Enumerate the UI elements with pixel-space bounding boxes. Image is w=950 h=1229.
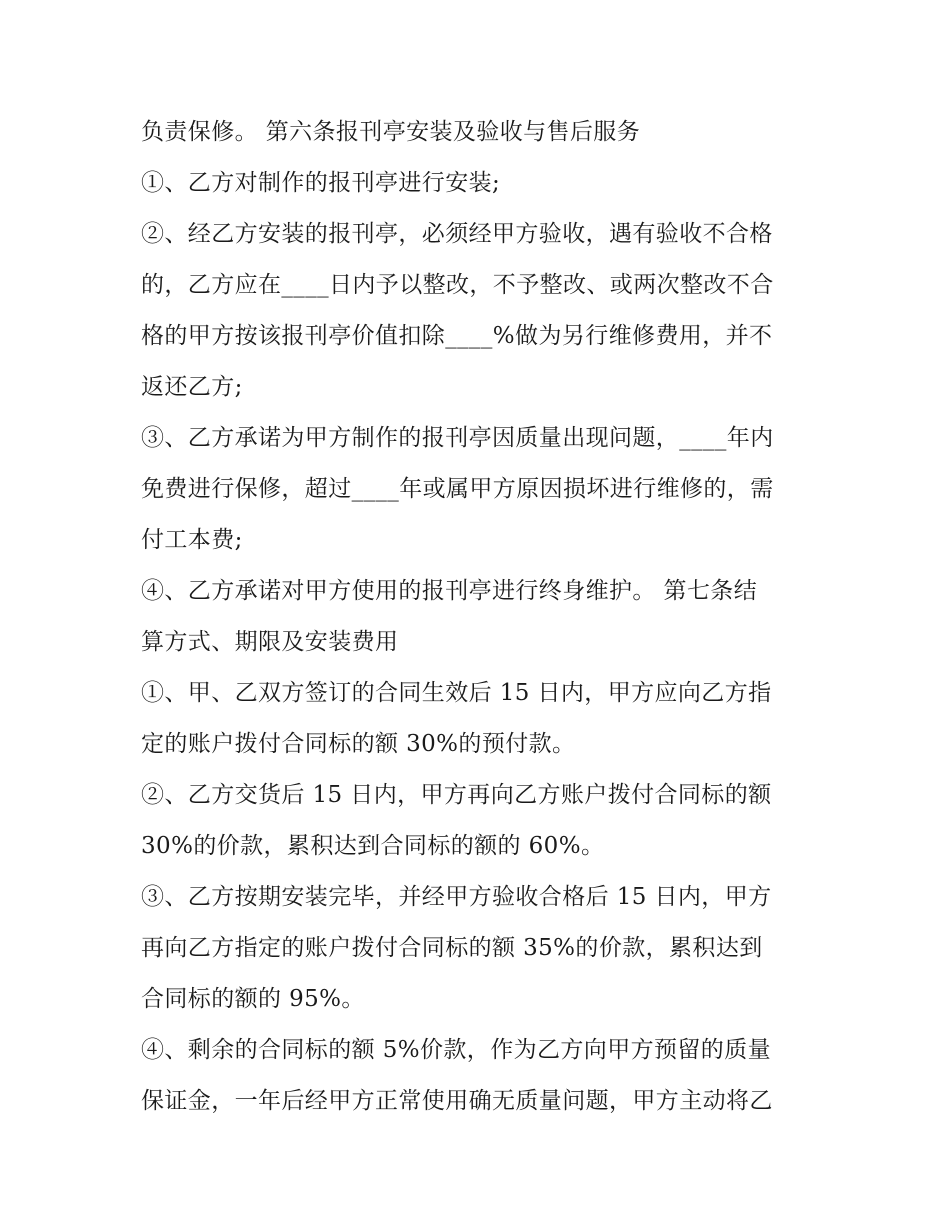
text-line: ④、乙方承诺对甲方使用的报刊亭进行终身维护。 第七条结	[141, 578, 758, 604]
text-line: ①、甲、乙双方签订的合同生效后 15 日内，甲方应向乙方指	[141, 680, 772, 706]
text-line: 负责保修。 第六条报刊亭安装及验收与售后服务	[141, 119, 641, 145]
contract-text-body	[141, 107, 821, 1127]
text-line: 合同标的额的 95%。	[141, 986, 365, 1012]
text-line: 再向乙方指定的账户拨付合同标的额 35%的价款，累积达到	[141, 935, 763, 961]
text-line: ④、剩余的合同标的额 5%价款，作为乙方向甲方预留的质量	[141, 1037, 771, 1063]
text-line: ③、乙方承诺为甲方制作的报刊亭因质量出现问题，____年内	[141, 425, 774, 451]
text-line: 返还乙方;	[141, 374, 243, 400]
text-line: ②、经乙方安装的报刊亭，必须经甲方验收，遇有验收不合格	[141, 221, 773, 247]
text-line: 付工本费;	[141, 527, 243, 553]
text-line: 算方式、期限及安装费用	[141, 629, 399, 655]
text-line: ①、乙方对制作的报刊亭进行安装;	[141, 170, 501, 196]
text-line: 免费进行保修，超过____年或属甲方原因损坏进行维修的，需	[141, 476, 774, 502]
text-line: 格的甲方按该报刊亭价值扣除____%做为另行维修费用，并不	[141, 323, 773, 349]
text-line: ②、乙方交货后 15 日内，甲方再向乙方账户拨付合同标的额	[141, 782, 772, 808]
text-line: 30%的价款，累积达到合同标的额的 60%。	[141, 833, 605, 859]
text-line: 保证金，一年后经甲方正常使用确无质量问题，甲方主动将乙	[141, 1088, 773, 1114]
text-line: 定的账户拨付合同标的额 30%的预付款。	[141, 731, 576, 757]
text-line: ③、乙方按期安装完毕，并经甲方验收合格后 15 日内，甲方	[141, 884, 772, 910]
text-line: 的，乙方应在____日内予以整改，不予整改、或两次整改不合	[141, 272, 774, 298]
